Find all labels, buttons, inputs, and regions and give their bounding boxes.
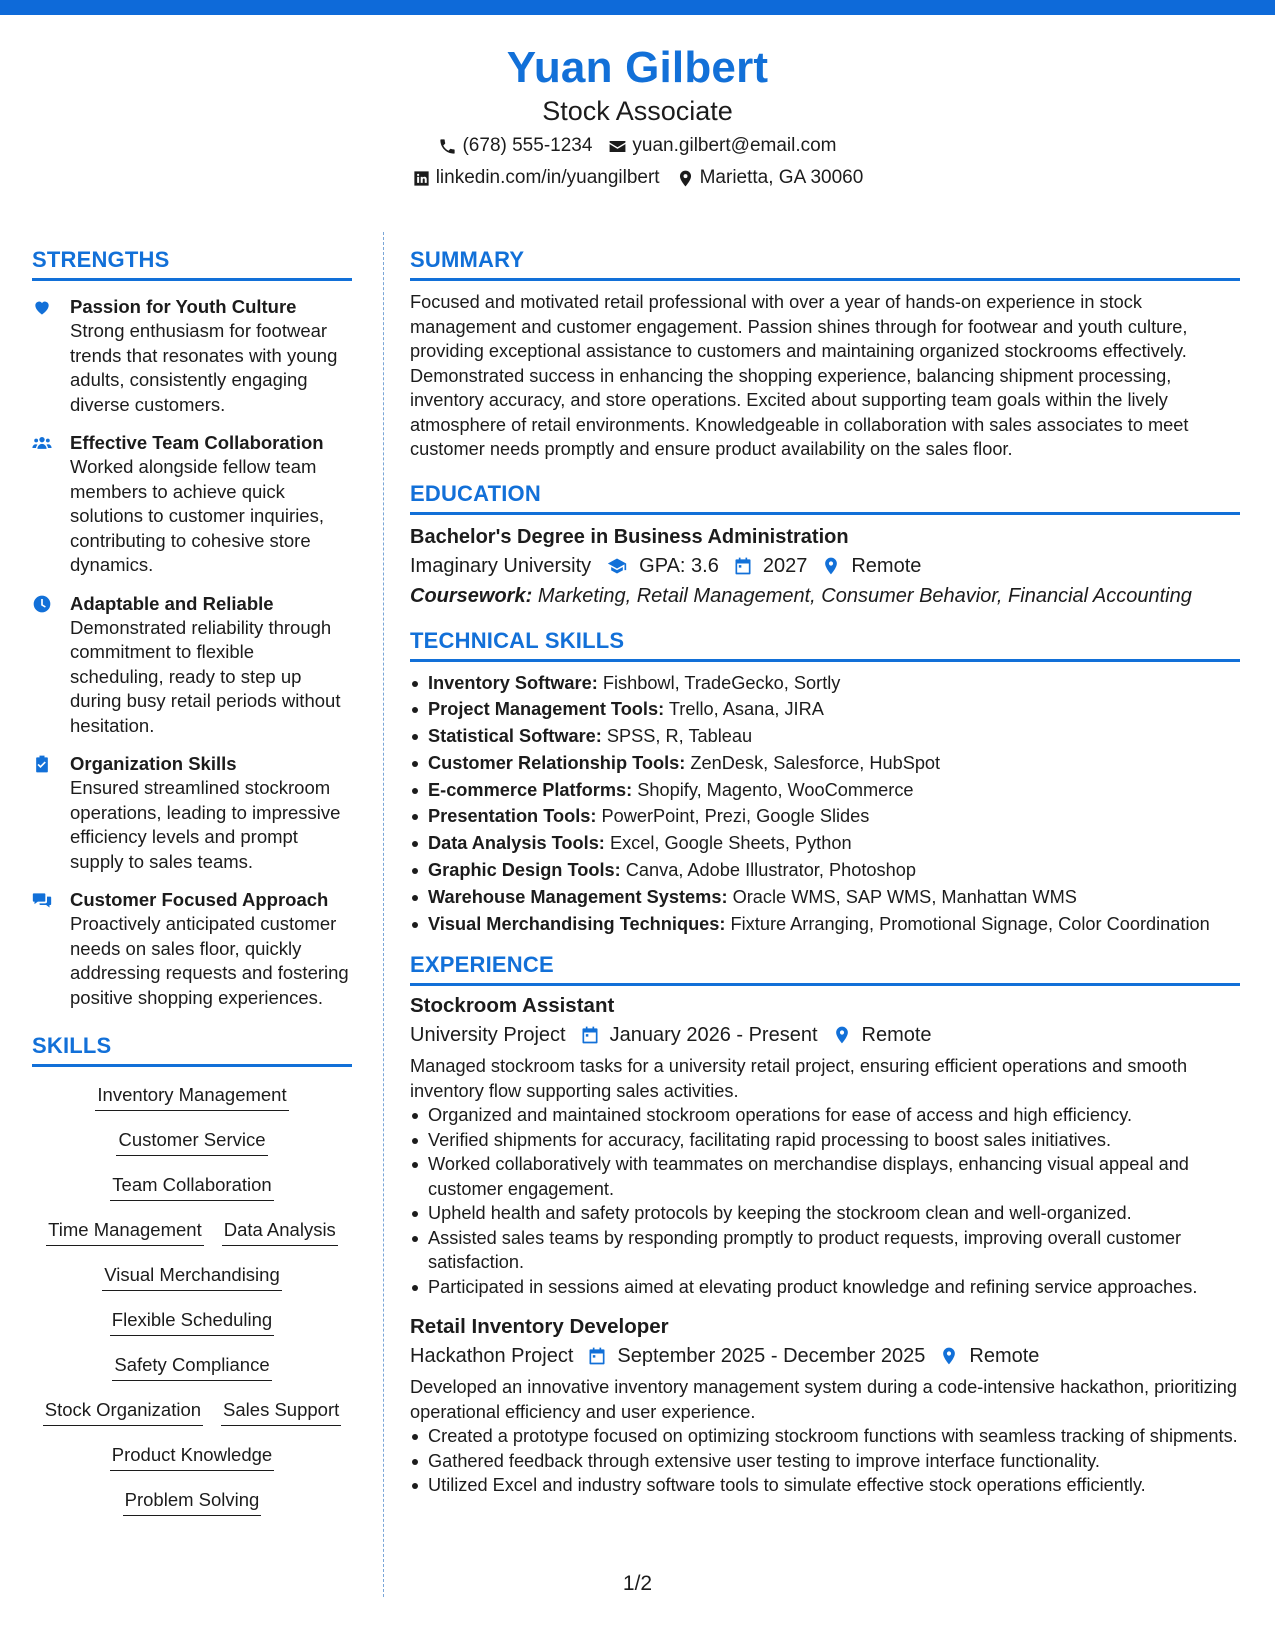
resume-header [0,42,1275,192]
strength-title: Organization Skills [70,753,237,774]
job-bullets [410,1424,1240,1498]
job-meta [410,1020,1240,1050]
candidate-name: Yuan Gilbert [506,43,769,92]
list-item: E-commerce Platforms: Shopify, Magento, WooCommerce [410,777,1240,804]
strength-desc: Demonstrated reliability through commitment to flexible scheduling, ready to step up during busy retail periods without hesitation. [70,616,341,736]
linkedin-icon [412,169,431,188]
skill-tag: Stock Organization [43,1396,203,1426]
strength-desc: Strong enthusiasm for footwear trends that resonates with young adults, consistently engaging diverse customers. [70,320,338,415]
strengths-heading: STRENGTHS [32,246,352,281]
coursework-label: Coursework: [410,584,533,607]
job-desc: Managed stockroom tasks for a university retail project, ensuring efficient operations and smooth inventory flow supporting sales activities. [410,1056,1188,1101]
list-item: Statistical Software: SPSS, R, Tableau [410,723,1240,750]
list-item: Gathered feedback through extensive user testing to improve interface functionality. [410,1449,1240,1474]
list-item: Participated in sessions aimed at elevating product knowledge and refining service approaches. [410,1275,1240,1300]
strength-item [32,592,352,739]
list-item: Project Management Tools: Trello, Asana, JIRA [410,696,1240,723]
education-heading: EDUCATION [410,480,1240,515]
job-org: Hackathon Project [410,1345,574,1368]
job-title: Retail Inventory Developer [410,1315,669,1339]
right-column [410,246,1240,1498]
summary-heading: SUMMARY [410,246,1240,281]
list-item: Worked collaboratively with teammates on merchandise displays, enhancing visual appeal and customer engagement. [410,1152,1240,1201]
list-item: Presentation Tools: PowerPoint, Prezi, Google Slides [410,803,1240,830]
map-pin-icon [832,1025,852,1045]
phone-icon [438,137,457,156]
phone-contact [438,132,592,160]
column-divider [383,232,384,1597]
technical-skills-list [410,670,1240,938]
job-org: University Project [410,1024,566,1047]
school-name: Imaginary University [410,554,592,577]
job-dates: September 2025 - December 2025 [617,1345,926,1368]
job-entry [410,992,1240,1299]
list-item: Utilized Excel and industry software tools to simulate effective stock operations efficiently. [410,1473,1240,1498]
job-meta [410,1341,1240,1371]
list-item: Inventory Software: Fishbowl, TradeGecko, Sortly [410,670,1240,697]
list-item: Organized and maintained stockroom operations for ease of access and high efficiency. [410,1103,1240,1128]
job-location: Remote [969,1345,1040,1368]
skill-tag: Flexible Scheduling [110,1306,274,1336]
top-accent-bar [0,0,1275,15]
skill-tag: Safety Compliance [112,1351,271,1381]
strength-item [32,431,352,578]
email-contact[interactable] [608,132,836,160]
map-pin-icon [676,169,695,188]
calendar-icon [733,556,753,576]
list-item: Created a prototype focused on optimizing stockroom functions with seamless tracking of shipments. [410,1424,1240,1449]
gpa-text: GPA: 3.6 [639,554,719,577]
strength-item [32,295,352,417]
comments-icon [32,890,52,910]
list-item: Graphic Design Tools: Canva, Adobe Illustrator, Photoshop [410,857,1240,884]
skill-tag: Data Analysis [222,1216,338,1246]
list-item: Data Analysis Tools: Excel, Google Sheets, Python [410,830,1240,857]
location-text: Marietta, GA 30060 [699,167,864,188]
linkedin-contact[interactable] [412,164,660,192]
email-text: yuan.gilbert@email.com [632,135,837,156]
list-item: Customer Relationship Tools: ZenDesk, Salesforce, HubSpot [410,750,1240,777]
list-item: Verified shipments for accuracy, facilitating rapid processing to boost sales initiatives. [410,1128,1240,1153]
skills-heading: SKILLS [32,1032,352,1067]
map-pin-icon [939,1346,959,1366]
phone-text: (678) 555-1234 [462,135,593,156]
list-item: Upheld health and safety protocols by keeping the stockroom clean and well-organized. [410,1201,1240,1226]
degree-title: Bachelor's Degree in Business Administration [410,525,849,548]
skill-tag: Team Collaboration [110,1171,273,1201]
skill-tag: Inventory Management [95,1081,288,1111]
list-item: Warehouse Management Systems: Oracle WMS, SAP WMS, Manhattan WMS [410,884,1240,911]
strength-title: Passion for Youth Culture [70,296,297,317]
location-contact [676,164,864,192]
skill-tag: Customer Service [116,1126,267,1156]
graduation-year: 2027 [762,554,808,577]
linkedin-text: linkedin.com/in/yuangilbert [435,167,660,188]
calendar-icon [580,1025,600,1045]
contact-row-2 [0,164,1275,192]
strength-desc: Ensured streamlined stockroom operations, leading to impressive efficiency levels and prompt supply to sales teams. [70,777,341,872]
coursework-list: Marketing, Retail Management, Consumer Behavior, Financial Accounting [537,584,1192,607]
left-column [32,246,352,1531]
candidate-title: Stock Associate [542,96,733,126]
job-title: Stockroom Assistant [410,994,615,1018]
heart-icon [32,297,52,317]
skill-tag: Product Knowledge [110,1441,274,1471]
skill-tag: Problem Solving [123,1486,262,1516]
page-number: 1/2 [622,1572,653,1595]
envelope-icon [608,137,627,156]
job-dates: January 2026 - Present [609,1024,818,1047]
map-pin-icon [821,556,841,576]
strength-item [32,752,352,874]
strength-desc: Worked alongside fellow team members to achieve quick solutions to customer inquiries, contributing to cohesive store dynamics. [70,456,324,575]
experience-heading: EXPERIENCE [410,951,1240,986]
job-entry [410,1313,1240,1498]
skill-tag: Sales Support [221,1396,341,1426]
summary-text: Focused and motivated retail professional with over a year of hands-on experience in stock management and customer engagement. Passion shines through for footwear and youth culture, providing exceptional assistance to customers and maintaining organized stockrooms effectively. Demonstrated success in enhancing the shopping experience, balancing shipment processing, inventory accuracy, and store operations. Excited about supporting team goals within the lively atmosphere of retail environments. Knowledgeable in collaboration with sales associates to meet customer needs promptly and ensure product availability on the sales floor. [410,292,1189,459]
strength-title: Adaptable and Reliable [70,592,274,614]
job-bullets [410,1103,1240,1299]
coursework [410,581,1240,611]
graduation-cap-icon [605,556,629,576]
clipboard-check-icon [32,754,52,774]
job-desc: Developed an innovative inventory management system during a code-intensive hackathon, prioritizing operational efficiency and user experience. [410,1377,1237,1422]
strength-item [32,888,352,1010]
job-location: Remote [861,1024,932,1047]
strength-title: Effective Team Collaboration [70,432,324,453]
education-meta [410,551,1240,581]
skills-list [32,1081,352,1531]
education-location: Remote [851,554,922,577]
contact-row-1 [0,132,1275,160]
strength-desc: Proactively anticipated customer needs on sales floor, quickly addressing requests and fostering positive shopping experiences. [70,913,349,1008]
skill-tag: Time Management [46,1216,204,1246]
clock-icon [32,594,52,614]
strength-title: Customer Focused Approach [70,889,329,910]
users-icon [32,433,52,453]
calendar-icon [587,1346,607,1366]
list-item: Visual Merchandising Techniques: Fixture Arranging, Promotional Signage, Color Coordination [410,911,1240,938]
skill-tag: Visual Merchandising [102,1261,282,1291]
list-item: Assisted sales teams by responding promptly to product requests, improving overall customer satisfaction. [410,1226,1240,1275]
technical-skills-heading: TECHNICAL SKILLS [410,627,1240,662]
